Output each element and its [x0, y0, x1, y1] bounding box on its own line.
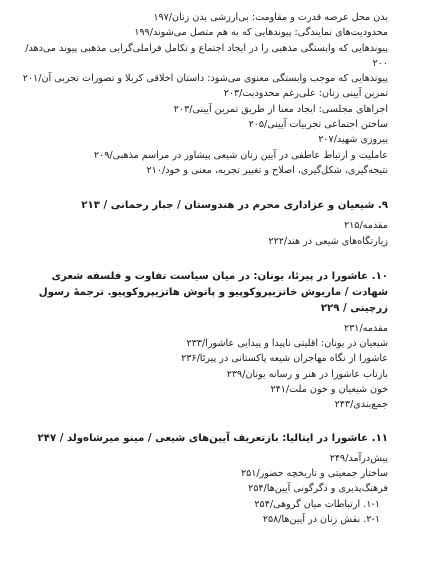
toc-subentry: ۲-۱. نقش زنان در آیین‌ها/۲۵۸: [262, 513, 380, 525]
toc-entry: بازتاب عاشورا در هنر و رسانه یونان/۲۳۹: [226, 368, 388, 380]
chapter-title: ۹. شیعیان و عزاداری محرم در هندوستان / جبار رحمانی / ۲۱۳: [81, 200, 388, 212]
toc-entry: محدودیت‌های نمایندگی: پیوندهایی که به هم متصل می‌شوند/۱۹۹: [134, 27, 388, 39]
spacer: [14, 249, 388, 269]
chapter-title: ۱۱. عاشورا در ایتالیا: بازتعریف آیین‌های شیعی / مینو میرشاه‌ولد / ۲۴۷: [37, 432, 388, 444]
table-of-contents: [14, 10, 388, 527]
spacer: [14, 413, 388, 431]
toc-entry: ساختن اجتماعی تجربیات آیینی/۲۰۵: [248, 119, 388, 131]
chapter-11: [14, 431, 388, 527]
toc-entry: عاشورا از نگاه مهاجران شیعه پاکستانی در پیرئا/۲۳۶: [181, 353, 388, 365]
chapter-title: ۱۰. عاشورا در پیرئا، یونان: در میان سیاست تفاوت و فلسفه شعری شهادت / ماریوش خاتزیپروکوپیو و پانوش هاتزیپروکوپیو. ترجمهٔ رسول زرچینی / ۲۲۹: [38, 270, 388, 314]
toc-entry: تمرین آیینی زنان: علی‌رغم محدودیت/۲۰۳: [223, 88, 388, 100]
toc-entry: خون شیعیان و خون ملت/۲۴۱: [270, 384, 388, 396]
toc-entry: بدن محل عرصه قدرت و مقاومت: بی‌ارزشی بدن زنان/۱۹۷: [153, 12, 388, 23]
chapter-10: [14, 269, 388, 413]
toc-entry: مقدمه/۲۳۱: [343, 322, 388, 334]
spacer: [14, 178, 388, 198]
toc-entry: زیارتگاه‌های شیعی در هند/۲۲۲: [268, 235, 388, 247]
toc-entry: پیوندهایی که وابستگی مذهبی را در ایجاد اجتماع و تکامل فراملی‌گرایی مذهبی پیوند می‌دهد/۲۰۰: [25, 42, 388, 69]
toc-entry: فرهنگ‌پذیری و دگرگونی آیین‌ها/۲۵۴: [248, 483, 388, 495]
toc-entry: نتیجه‌گیری، شکل‌گیری، اصلاح و تغییر تجربه، معنی و خود/۲۱۰: [146, 164, 388, 176]
chapter-9: [14, 198, 388, 249]
toc-entry: جمع‌بندی/۲۴۳: [334, 399, 388, 411]
toc-entry: پیش‌درآمد/۲۴۹: [329, 452, 388, 464]
toc-entry: پیوندهایی که موجب وابستگی معنوی می‌شود: داستان اخلاقی کربلا و تصورات تجربی آن/۲۰۱: [22, 73, 388, 85]
toc-entry: عاملیت و ارتباط عاطفی در آیین زنان شیعی پیشاور در مراسم مذهبی/۲۰۹: [93, 149, 388, 161]
toc-entry: اجراهای مجلسی: ایجاد معنا از طریق تمرین آیینی/۲۰۳: [173, 103, 388, 115]
toc-entry: ساختار جمعیتی و تاریخچه حضور/۲۵۱: [240, 467, 388, 479]
section-a-list: [14, 10, 388, 178]
toc-entry: پیروزی شهید/۲۰۷: [318, 134, 388, 146]
toc-subentry: ۱-۱. ارتباطات میان گروهی/۲۵۴: [254, 498, 380, 510]
toc-entry: شیعیان در یونان: اقلیتی ناپیدا و پیدایی عاشورا/۲۳۳: [186, 338, 388, 350]
toc-entry: مقدمه/۲۱۵: [343, 220, 388, 232]
